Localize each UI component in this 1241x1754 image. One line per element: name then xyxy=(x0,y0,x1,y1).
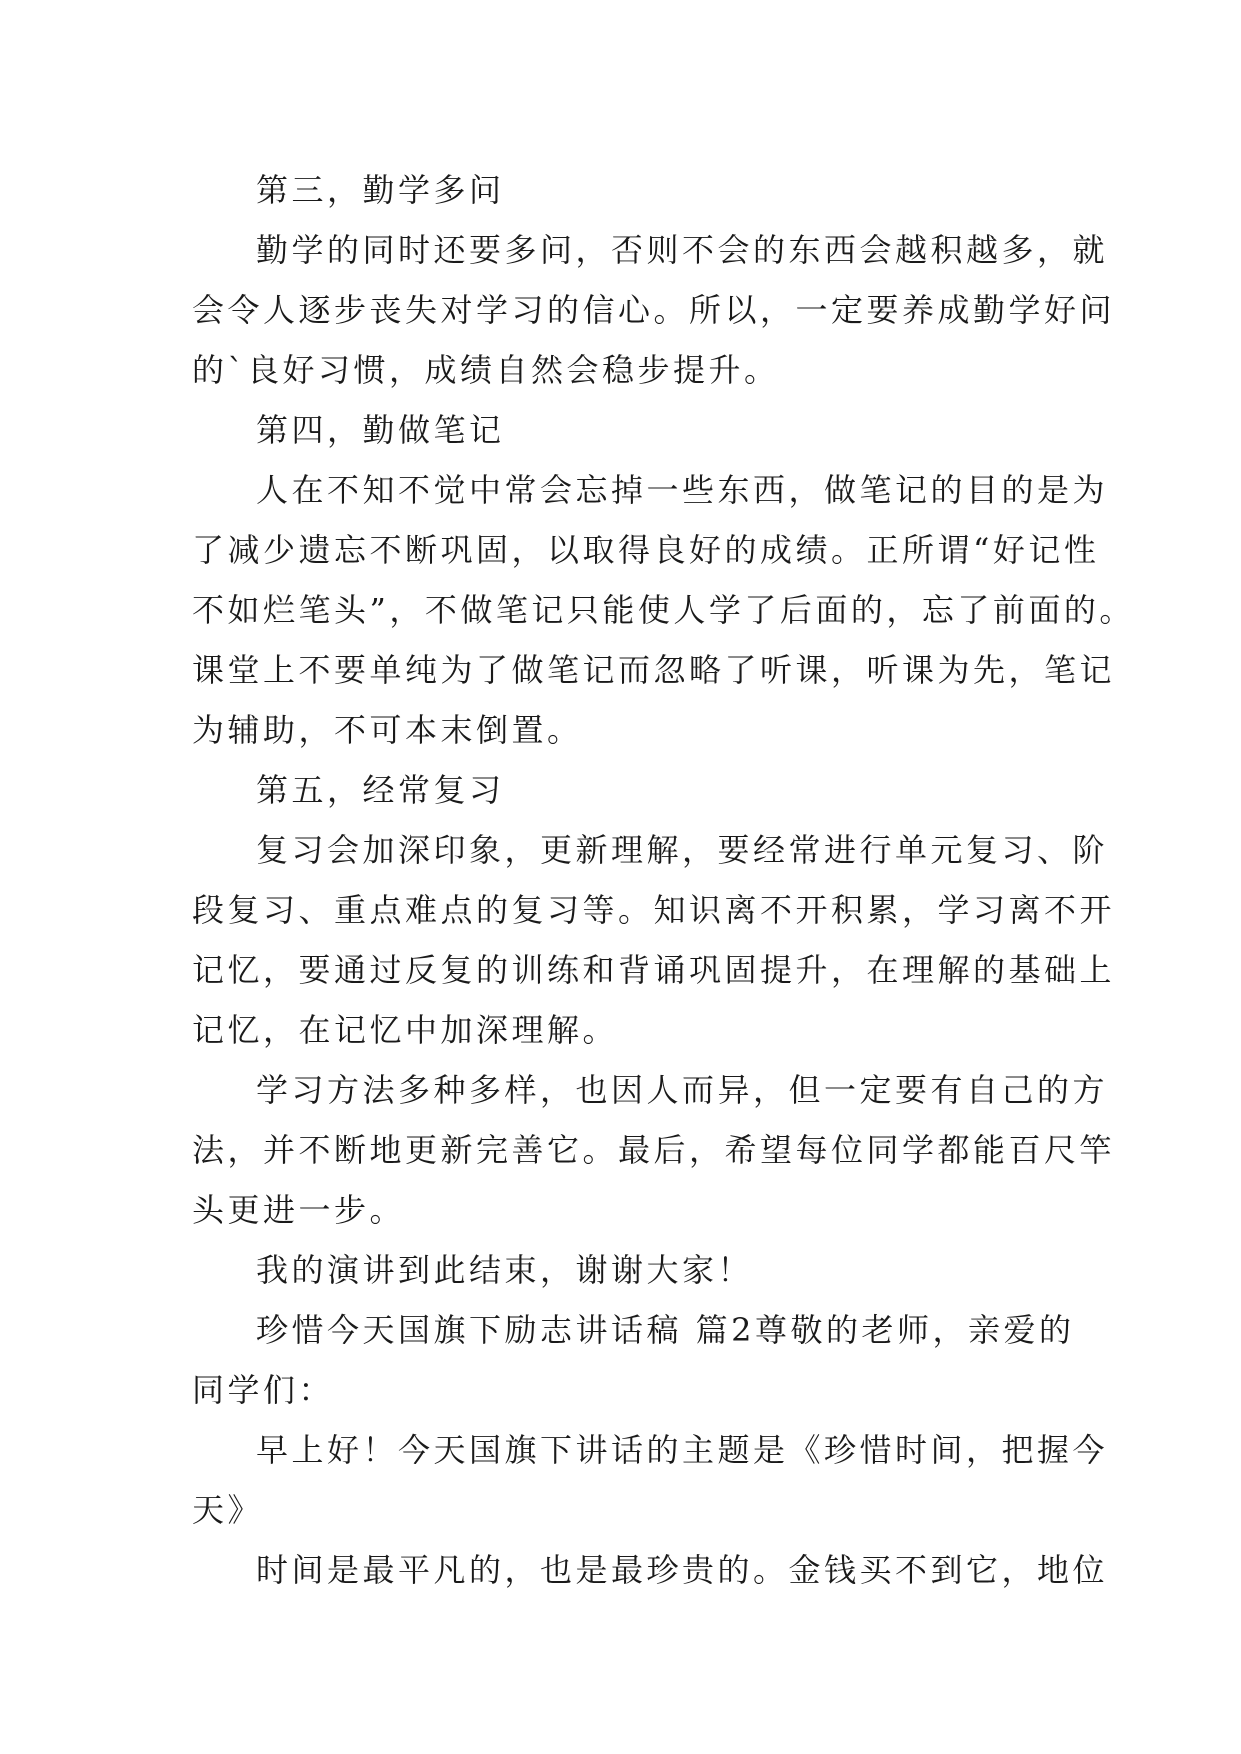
second-speech-title: 珍惜今天国旗下励志讲话稿 篇2尊敬的老师，亲爱的 xyxy=(256,1311,1075,1349)
paragraph-line: 会令人逐步丧失对学习的信心。所以，一定要养成勤学好问 xyxy=(192,291,1116,329)
heading-fourth: 第四，勤做笔记 xyxy=(256,411,505,449)
paragraph-line: 记忆，在记忆中加深理解。 xyxy=(192,1011,619,1049)
paragraph-line: 法，并不断地更新完善它。最后，希望每位同学都能百尺竿 xyxy=(192,1131,1116,1169)
paragraph-line: 早上好！今天国旗下讲话的主题是《珍惜时间，把握今 xyxy=(256,1431,1109,1469)
paragraph-line: 段复习、重点难点的复习等。知识离不开积累，学习离不开 xyxy=(192,891,1116,929)
paragraph-line: 课堂上不要单纯为了做笔记而忽略了听课，听课为先，笔记 xyxy=(192,651,1116,689)
paragraph-line: 的`良好习惯，成绩自然会稳步提升。 xyxy=(192,351,780,389)
paragraph-line: 勤学的同时还要多问，否则不会的东西会越积越多，就 xyxy=(256,231,1109,269)
paragraph-line: 为辅助，不可本末倒置。 xyxy=(192,711,583,749)
closing-line: 我的演讲到此结束，谢谢大家！ xyxy=(256,1251,754,1289)
paragraph-line: 同学们： xyxy=(192,1371,335,1409)
document-body xyxy=(192,160,1135,1600)
paragraph-line: 头更进一步。 xyxy=(192,1191,406,1229)
paragraph-line: 时间是最平凡的，也是最珍贵的。金钱买不到它，地位 xyxy=(256,1551,1109,1589)
paragraph-line: 人在不知不觉中常会忘掉一些东西，做笔记的目的是为 xyxy=(256,471,1109,509)
heading-third: 第三，勤学多问 xyxy=(256,171,505,209)
paragraph-line: 天》 xyxy=(192,1491,264,1529)
heading-fifth: 第五，经常复习 xyxy=(256,771,505,809)
paragraph-line: 不如烂笔头”，不做笔记只能使人学了后面的，忘了前面的。 xyxy=(192,591,1135,629)
paragraph-line: 学习方法多种多样，也因人而异，但一定要有自己的方 xyxy=(256,1071,1109,1109)
paragraph-line: 记忆，要通过反复的训练和背诵巩固提升，在理解的基础上 xyxy=(192,951,1116,989)
paragraph-line: 复习会加深印象，更新理解，要经常进行单元复习、阶 xyxy=(256,831,1109,869)
paragraph-line: 了减少遗忘不断巩固，以取得良好的成绩。正所谓“好记性 xyxy=(192,531,1100,569)
